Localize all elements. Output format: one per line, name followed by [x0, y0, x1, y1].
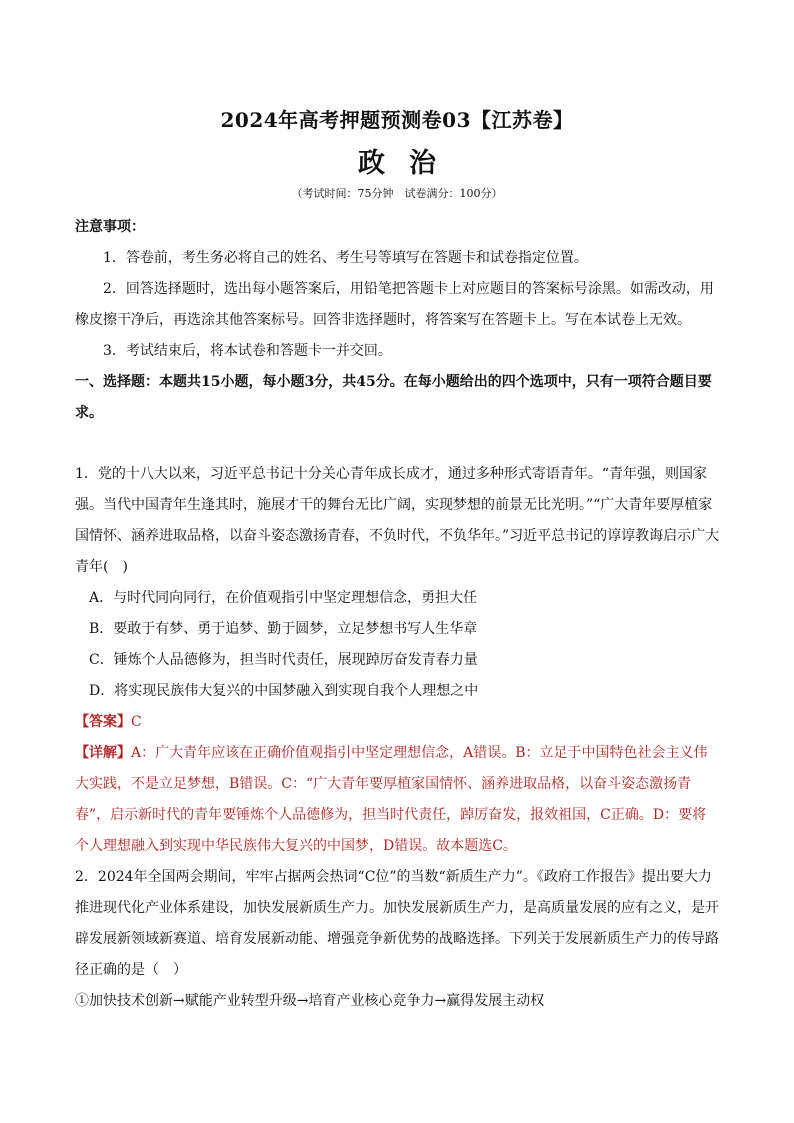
q1-option-b: B．要敢于有梦、勇于追梦、勤于圆梦，立足梦想书写人生华章 [89, 621, 478, 637]
explain-label: 【详解】 [75, 745, 131, 761]
q1-explanation [75, 738, 720, 862]
notes-heading: 注意事项： [75, 219, 145, 235]
note-item-1: 1．答卷前，考生务必将自己的姓名、考生号等填写在答题卡和试卷指定位置。 [103, 250, 588, 266]
q1-option-c: C．锤炼个人品德修为，担当时代责任，展现踔厉奋发青春力量 [89, 652, 478, 668]
answer-value: C [131, 714, 142, 730]
explain-text: A：广大青年应该在正确价值观指引中坚定理想信念，A错误。B：立足于中国特色社会主义伟大实践，不是立足梦想，B错误。C：“广大青年要厚植家国情怀、涵养进取品格，以奋斗姿态激扬青春”，启示新时代的青年要锤炼个人品德修为，担当时代责任，踔厉奋发，报效祖国，C正确。D：要将个人理想融入到实现中华民族伟大复兴的中国梦，D错误。故本题选C。 [75, 745, 708, 854]
note-item-3: 3．考试结束后，将本试卷和答题卡一并交回。 [103, 343, 392, 359]
exam-time-score: （考试时间：75分钟 试卷满分：100分） [291, 187, 503, 200]
q1-stem: 1．党的十八大以来，习近平总书记十分关心青年成长成才，通过多种形式寄语青年。“青年强，则国家强。当代中国青年生逢其时，施展才干的舞台无比广阔，实现梦想的前景无比光明。”“广大青年要厚植家国情怀、涵养进取品格，以奋斗姿态激扬青春，不负时代，不负华年。”习近平总书记的谆谆教诲启示广大青年( ) [75, 466, 720, 575]
exam-subject: 政治 [358, 148, 460, 179]
exam-title: 2024年高考押题预测卷03【江苏卷】 [220, 108, 574, 132]
q2-stem: 2．2024年全国两会期间，牢牢占据两会热词“C位”的当数“新质生产力”。《政府工作报告》提出要大力推进现代化产业体系建设，加快发展新质生产力。加快发展新质生产力，是高质量发展的应有之义，是开辟发展新领域新赛道、培育发展新动能、增强竞争新优势的战略选择。下列关于发展新质生产力的传导路径正确的是（ ） [75, 869, 719, 978]
q1-answer [75, 707, 720, 738]
note-item-2: 2．回答选择题时，选出每小题答案后，用铅笔把答题卡上对应题目的答案标号涂黑。如需改动，用橡皮擦干净后，再选涂其他答案标号。回答非选择题时，将答案写在答题卡上。写在本试卷上无效。 [75, 281, 714, 328]
q2-item-1: ①加快技术创新→赋能产业转型升级→培育产业核心竞争力→赢得发展主动权 [75, 993, 545, 1009]
q1-option-d: D．将实现民族伟大复兴的中国梦融入到实现自我个人理想之中 [89, 683, 479, 699]
question-1 [75, 459, 720, 862]
answer-label: 【答案】 [75, 714, 131, 730]
question-2 [75, 862, 720, 1017]
q1-option-a: A．与时代同向同行，在价值观指引中坚定理想信念，勇担大任 [89, 590, 478, 606]
notes-section [75, 212, 720, 429]
section1-heading: 一、选择题：本题共15小题，每小题3分，共45分。在每小题给出的四个选项中，只有一项符合题目要求。 [75, 374, 712, 421]
